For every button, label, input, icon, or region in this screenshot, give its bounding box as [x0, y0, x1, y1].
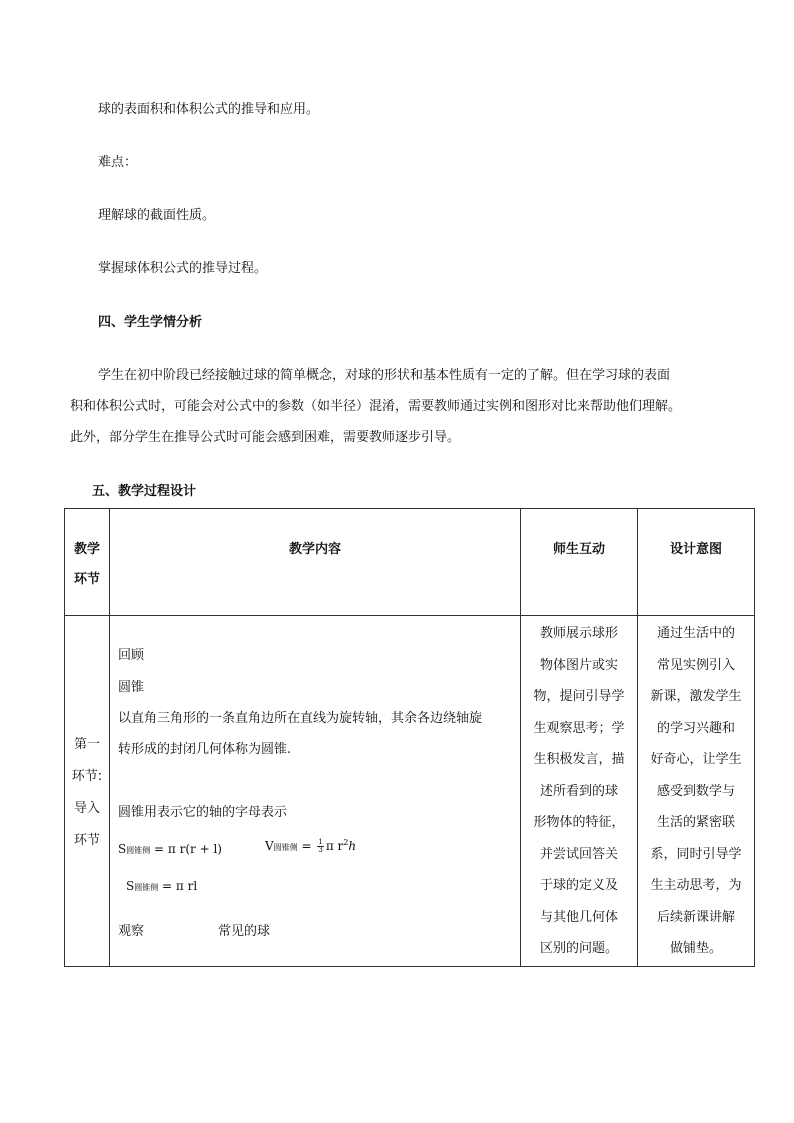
interaction-cell — [521, 616, 638, 967]
cone-lateral-area-formula: S圆锥侧 = π r(r + l) — [118, 842, 222, 856]
header-stage-line1: 教学 — [73, 542, 100, 557]
stage-line: 环节 — [73, 833, 100, 848]
interaction-line: 物体图片或实 — [539, 657, 618, 673]
common-balls-label: 常见的球 — [218, 924, 271, 939]
intent-line: 的学习兴趣和 — [656, 720, 735, 736]
table-row — [65, 616, 755, 967]
intent-line: 通过生活中的 — [656, 626, 735, 641]
interaction-line: 区别的问题。 — [539, 941, 618, 956]
cone-volume-formula: V圆锥侧 = $\frac{1}{3}$ π $r^2h$ — [265, 838, 357, 854]
interaction-line: 生观察思考；学 — [533, 720, 625, 736]
table-header-row — [65, 509, 755, 616]
analysis-line-2: 积和体积公式时，可能会对公式中的参数（如半径）混淆，需要教师通过实例和图形对比来帮助他们理解。 — [70, 399, 682, 414]
content-cell — [110, 616, 521, 967]
section-5-title: 五、教学过程设计 — [92, 484, 197, 499]
intent-line: 系，同时引导学 — [650, 846, 742, 862]
interaction-line: 形物体的特征， — [533, 815, 625, 830]
analysis-line-3: 此外，部分学生在推导公式时可能会感到困难，需要教师逐步引导。 — [70, 430, 461, 445]
intent-line: 感受到数学与 — [656, 783, 735, 799]
stage-cell — [65, 616, 110, 967]
cone-lateral-area-formula-2: S圆锥侧 = π rl — [126, 879, 198, 893]
header-interaction: 师生互动 — [521, 509, 638, 616]
difficulty-item-2: 掌握球体积公式的推导过程。 — [98, 261, 268, 276]
cone-notation: 圆锥用表示它的轴的字母表示 — [118, 805, 288, 820]
difficulty-item-1: 理解球的截面性质。 — [98, 208, 216, 223]
intent-line: 好奇心，让学生 — [650, 752, 742, 767]
cone-label: 圆锥 — [118, 680, 145, 695]
header-intent: 设计意图 — [638, 509, 755, 616]
cone-definition-line2: 转形成的封闭几何体称为圆锥. — [118, 742, 292, 757]
interaction-line: 述所看到的球 — [539, 783, 618, 799]
interaction-line: 与其他几何体 — [539, 909, 618, 925]
intent-cell — [638, 616, 755, 967]
intent-line: 生主动思考，为 — [650, 878, 742, 893]
intent-line: 做铺垫。 — [669, 941, 722, 956]
analysis-line-1: 学生在初中阶段已经接触过球的简单概念，对球的形状和基本性质有一定的了解。但在学习球的表面 — [98, 368, 671, 383]
stage-line: 第一 — [73, 737, 100, 752]
interaction-line: 并尝试回答关 — [539, 846, 618, 862]
header-stage — [65, 509, 110, 616]
header-content: 教学内容 — [110, 509, 521, 616]
cone-definition-line1: 以直角三角形的一条直角边所在直线为旋转轴，其余各边绕轴旋 — [118, 711, 483, 726]
review-label: 回顾 — [118, 648, 145, 663]
section-4-title: 四、学生学情分析 — [98, 315, 203, 330]
header-stage-line2: 环节 — [73, 572, 100, 587]
stage-line: 环节: — [71, 769, 103, 784]
interaction-line: 生积极发言，描 — [533, 752, 625, 767]
key-point-text: 球的表面积和体积公式的推导和应用。 — [98, 102, 320, 117]
interaction-line: 教师展示球形 — [539, 626, 618, 641]
lesson-process-table — [64, 508, 755, 967]
intent-line: 生活的紧密联 — [656, 815, 735, 830]
difficulty-heading: 难点： — [98, 155, 138, 170]
intent-line: 新课，激发学生 — [650, 689, 742, 704]
interaction-line: 于球的定义及 — [539, 878, 618, 893]
intent-line: 后续新课讲解 — [656, 909, 735, 925]
intent-line: 常见实例引入 — [656, 657, 735, 673]
interaction-line: 物，提问引导学 — [533, 689, 625, 704]
stage-line: 导入 — [73, 801, 100, 816]
observe-label: 观察 — [118, 924, 145, 939]
